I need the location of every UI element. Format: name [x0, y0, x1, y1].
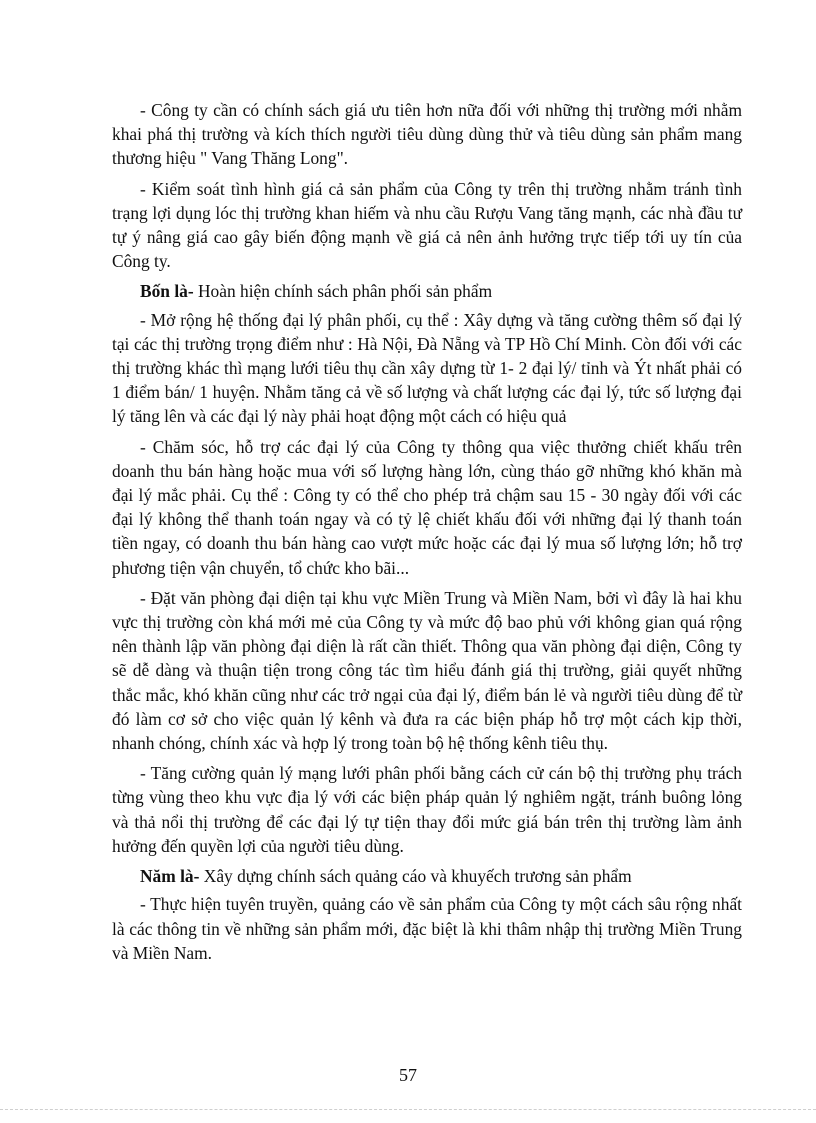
paragraph-text: - Kiểm soát tình hình giá cả sản phẩm của Công ty trên thị trường nhằm tránh tình trạng lợi dụng lóc thị trường khan hiếm và nhu cầu Rượu Vang tăng mạnh, các nhà đầu tư tự ý nâng giá cao gây biến động mạnh về giá cả nên ảnh hưởng trực tiếp tới uy tín của Công ty.	[112, 178, 742, 272]
section-lead: Bốn là-	[140, 281, 194, 302]
paragraph-promotion	[112, 892, 742, 965]
section-lead: Năm là-	[140, 866, 200, 887]
paragraph-text: - Tăng cường quản lý mạng lưới phân phối bằng cách cử cán bộ thị trường phụ trách từng vùng theo khu vực địa lý với các biện pháp quản lý nghiêm ngặt, tránh buông lỏng và thả nổi thị trường để các đại lý tự tiện thay đổi mức giá bán trên thị trường làm ảnh hưởng đến quyền lợi của người tiêu dùng.	[112, 763, 742, 856]
paragraph-support-agents	[112, 435, 742, 580]
section-heading-advertising	[112, 864, 742, 888]
paragraph-expand-agents	[112, 308, 742, 429]
paragraph-price-control	[112, 177, 742, 274]
paragraph-text: - Thực hiện tuyên truyền, quảng cáo về sản phẩm của Công ty một cách sâu rộng nhất là các thông tin về những sản phẩm mới, đặc biệt là khi thâm nhập thị trường Miền Trung và Miền Nam.	[112, 894, 742, 963]
section-heading-distribution	[112, 279, 742, 303]
paragraph-text: - Đặt văn phòng đại diện tại khu vực Miền Trung và Miền Nam, bởi vì đây là hai khu vực thị trường còn khá mới mẻ của Công ty và mức độ bao phủ với không gian quá rộng nên thành lập văn phòng đại diện là rất cần thiết. Thông qua văn phòng đại diện, Công ty sẽ dễ dàng và thuận tiện trong công tác tìm hiểu đánh giá thị trường, giải quyết những thắc mắc, khó khăn cũng như các trở ngại của đại lý, điểm bán lẻ và người tiêu dùng để từ đó làm cơ sở cho việc quản lý kênh và đưa ra các biện pháp hỗ trợ một cách kịp thời, nhanh chóng, chính xác và hợp lý trong toàn bộ hệ thống kênh tiêu thụ.	[112, 587, 742, 754]
section-heading-text: Xây dựng chính sách quảng cáo và khuyếch trương sản phẩm	[199, 866, 632, 887]
paragraph-text: - Chăm sóc, hỗ trợ các đại lý của Công ty thông qua việc thưởng chiết khấu trên doanh thu bán hàng hoặc mua với số lượng hàng lớn, cùng tháo gỡ những khó khăn mà đại lý mắc phải. Cụ thể : Công ty có thể cho phép trả chậm sau 15 - 30 ngày đối với các đại lý không thể thanh toán ngay và có tỷ lệ chiết khấu đối với những đại lý thanh toán tiền ngay, có doanh thu bán hàng cao vượt mức hoặc các đại lý mua số lượng lớn; hỗ trợ phương tiện vận chuyển, tổ chức kho bãi...	[112, 436, 742, 578]
page-number: 57	[399, 1065, 417, 1085]
paragraph-price-priority	[112, 98, 742, 171]
bottom-divider	[0, 1109, 816, 1110]
paragraph-network-management	[112, 761, 742, 858]
paragraph-text: - Mở rộng hệ thống đại lý phân phối, cụ thể : Xây dựng và tăng cường thêm số đại lý tại các thị trường trọng điểm như : Hà Nội, Đà Nẵng và TP Hồ Chí Minh. Còn đối với các thị trường khác thì mạng lưới tiêu thụ cần xây dựng từ 1- 2 đại lý/ tỉnh và Ýt nhất phải có 1 điểm bán/ 1 huyện. Nhằm tăng cả về số lượng và chất lượng các đại lý, tức số lượng đại lý tăng lên và các đại lý này phải hoạt động một cách có hiệu quả	[112, 309, 742, 427]
paragraph-text: - Công ty cần có chính sách giá ưu tiên hơn nữa đối với những thị trường mới nhằm khai phá thị trường và kích thích người tiêu dùng dùng thử và tiêu dùng sản phẩm mang thương hiệu " Vang Thăng Long".	[112, 100, 742, 169]
section-heading-text: Hoàn hiện chính sách phân phối sản phẩm	[193, 281, 493, 302]
paragraph-representative-office	[112, 586, 742, 755]
document-page	[112, 98, 742, 971]
